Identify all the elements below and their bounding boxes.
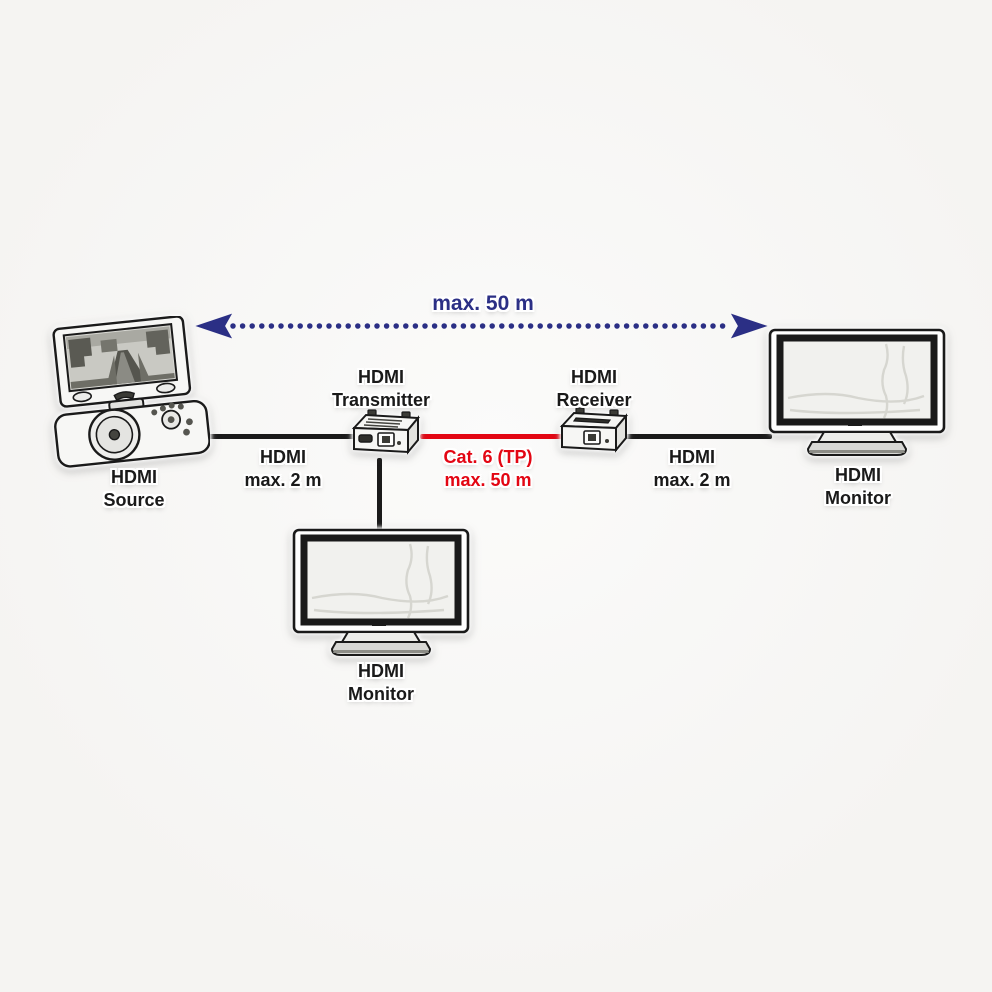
cable-source-to-transmitter (202, 434, 356, 439)
cable-label-receiver-to-monitor (653, 446, 730, 492)
hdmi-source-label (103, 466, 164, 512)
cable-label-line1: HDMI (668, 447, 715, 467)
hdmi-receiver-label-line1: HDMI (571, 367, 617, 387)
cable-label-source-to-transmitter (244, 446, 321, 492)
hdmi-source-label-line1: HDMI (111, 467, 157, 487)
hdmi-transmitter-label-line2: Transmitter (331, 390, 431, 410)
cable-label-cat6 (443, 446, 532, 492)
distance-arrow-right-head-icon (732, 315, 766, 338)
cable-transmitter-to-bottom-monitor (377, 458, 382, 534)
hdmi-monitor-bottom-label (348, 660, 414, 706)
hdmi-monitor-right-label (825, 464, 891, 510)
hdmi-monitor-right-label-line2: Monitor (825, 488, 891, 508)
cable-label-line2: max. 2 m (244, 470, 322, 490)
hdmi-monitor-right-illustration (766, 328, 948, 462)
hdmi-monitor-right-label-line1: HDMI (834, 465, 881, 485)
hdmi-monitor-bottom-label-line1: HDMI (357, 661, 404, 681)
hdmi-source-illustration (48, 316, 210, 468)
hdmi-receiver-label-line2: Receiver (556, 390, 632, 410)
distance-arrow-label (432, 292, 534, 315)
hdmi-transmitter-label-line1: HDMI (357, 367, 404, 387)
hdmi-monitor-bottom-label-line2: Monitor (348, 684, 414, 704)
hdmi-receiver-label (556, 366, 631, 412)
hdmi-monitor-bottom-illustration (290, 528, 472, 662)
hdmi-source-label-line2: Source (103, 490, 165, 510)
cable-receiver-to-monitor (622, 434, 772, 439)
cable-label-line1: HDMI (259, 447, 306, 467)
cable-label-line1: Cat. 6 (TP) (443, 447, 533, 467)
cable-label-line2: max. 2 m (653, 470, 731, 490)
hdmi-transmitter-label (332, 366, 430, 412)
distance-arrow-label-text: max. 50 m (432, 292, 534, 315)
cable-cat6-transmitter-to-receiver (420, 434, 562, 439)
cable-label-line2: max. 50 m (444, 470, 532, 490)
